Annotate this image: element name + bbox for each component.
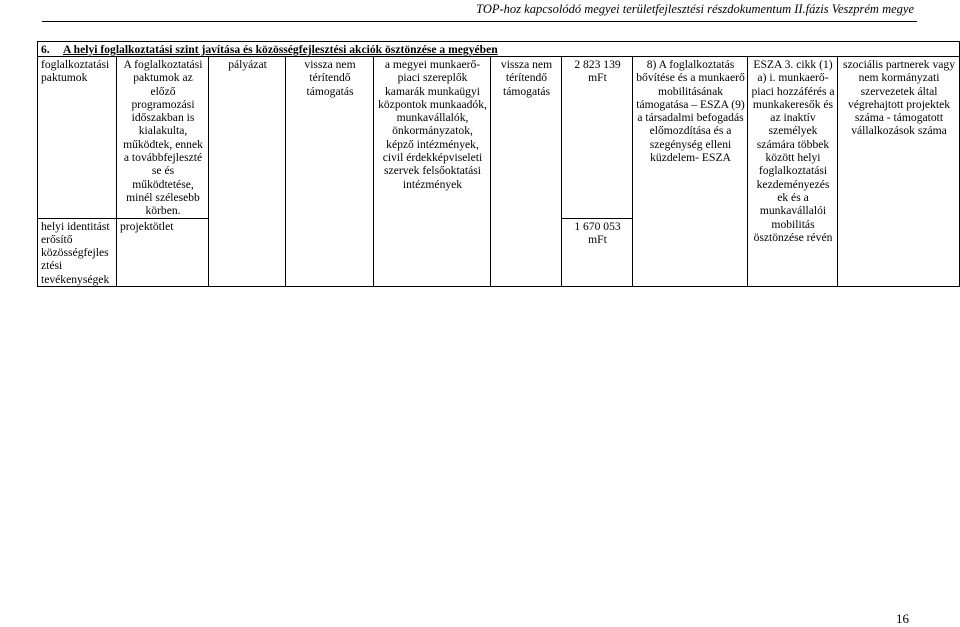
page-number: 16 (896, 611, 909, 626)
section-title (38, 42, 960, 57)
running-header: TOP-hoz kapcsolódó megyei területfejlesztési részdokumentum II.fázis Veszprém megye (476, 2, 914, 16)
cell-selection-method: pályázat (209, 57, 286, 287)
measures-table (37, 41, 960, 287)
cell-support-form: vissza nem térítendő támogatás (286, 57, 374, 287)
header-rule (42, 21, 917, 22)
cell-budget: 1 670 053 mFt (562, 218, 633, 286)
section-title-row (38, 42, 960, 57)
cell-description: projektötlet (117, 218, 209, 286)
cell-indicators: szociális partnerek vagy nem kormányzati szervezetek által végrehajtott projektek száma - támogatott vállalkozások száma (838, 57, 960, 287)
section-number: 6. (41, 43, 50, 56)
table-row (38, 57, 960, 219)
cell-measure: foglalkoztatási paktumok (38, 57, 117, 219)
cell-investment-priority: ESZA 3. cikk (1) a) i. munkaerő-piaci hozzáférés a munkakeresők és az inaktív személyek számára többek között helyi foglalkoztatási kezdeményezés ek és a munkavállalói mobilitás ösztönzése révén (748, 57, 838, 287)
cell-measure: helyi identitást erősítő közösségfejles ztési tevékenységek (38, 218, 117, 286)
cell-beneficiaries: a megyei munkaerő-piaci szereplők kamarák munkaügyi központok munkaadók, munkavállalók, önkormányzatok, képző intézmények, civil érdekképviseleti szervek felsőoktatási intézmények (374, 57, 491, 287)
section-title-text: A helyi foglalkoztatási szint javítása és közösségfejlesztési akciók ösztönzése a megyében (63, 43, 498, 56)
cell-thematic-objective: 8) A foglalkoztatás bővítése és a munkaerő mobilitásának támogatása – ESZA (9) a társadalmi befogadás előmozdítása és a szegénység elleni küzdelem- ESZA (633, 57, 748, 287)
cell-budget: 2 823 139 mFt (562, 57, 633, 219)
cell-financing-form: vissza nem térítendő támogatás (491, 57, 562, 287)
cell-description: A foglalkoztatási paktumok az előző programozási időszakban is kialakulta, működtek, ennek a továbbfejleszté se és működtetése, minél szélesebb körben. (117, 57, 209, 219)
